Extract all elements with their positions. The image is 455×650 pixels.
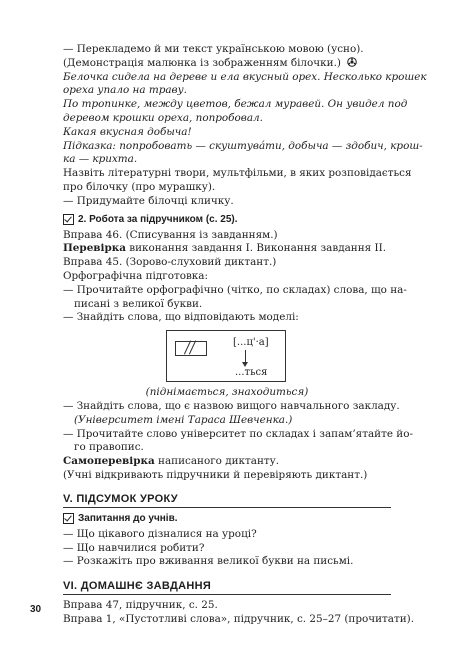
checkbox-icon [63,513,74,524]
question-2: — Що навчилися робити? [63,541,205,554]
ending-label: ...ться [235,367,268,379]
check-text: виконання завдання I. Виконання завдання II. [125,242,387,255]
selfcheck-text: написаного диктанту. [154,455,280,468]
work-subheading [63,214,391,225]
intro-line-2 [63,57,391,71]
questions-subheading [63,513,391,524]
diagram-caption: (піднімається, знаходиться) [145,386,309,399]
russian-text-line-2: ореха упало на траву. [63,84,187,97]
diagram-frame [166,330,286,382]
task-line-2: про білочку (про мурашку). [63,180,216,193]
task-line-1: Назвіть літературні твори, мультфільми, в яких розповідається [63,167,412,180]
transcription-label: [...ц'·а] [233,337,269,349]
item-3: — Знайдіть слова, що є назвою вищого навчального закладу. [63,399,400,412]
root-scheme-box [175,341,207,356]
questions-heading-text: Запитання до учнів. [78,512,178,524]
homework-line-2: Вправа 1, «Пустотливі слова», підручник, с. 25–27 (прочитати). [63,612,415,625]
page-content [63,43,427,627]
item-4b: го правопис. [74,441,144,454]
selfcheck-label: Самоперевірка [63,455,155,468]
prep-line: Орфографічна підготовка: [63,269,208,282]
demo-note: (Демонстрація малюнка із зображенням білочки.) [63,56,341,69]
prep-item-2: — Знайдіть слова, що відповідають моделі: [63,311,299,324]
summary-section-heading: V. ПІДСУМОК УРОКУ [63,493,391,508]
item-3-answer: (Університет імені Тараса Шевченка.) [74,413,293,426]
hint-line-2: ка — крихта. [63,153,138,166]
task-line-3: — Придумайте білочці кличку. [63,194,234,207]
checkbox-icon [63,214,74,225]
question-3: — Розкажіть про вживання великої букви на письмі. [63,555,354,568]
russian-text-line-3: По тропинке, между цветов, бежал муравей. Он увидел под [63,98,408,111]
check-label: Перевірка [63,242,126,255]
page-number: 30 [30,604,42,615]
item-4a: — Прочитайте слово університет по складах і запам’ятайте йо- [63,427,413,440]
prep-item-1a: — Прочитайте орфографічно (чітко, по складах) слова, що на- [63,283,407,296]
russian-text-line-1: Белочка сидела на дереве и ела вкусный орех. Несколько крошек [63,70,427,83]
selfcheck-note: (Учні відкривають підручники й перевіряють диктант.) [63,468,368,481]
exercise-46: Вправа 46. (Списування із завданням.) [63,228,278,241]
homework-section-heading: VI. ДОМАШНЄ ЗАВДАННЯ [63,580,391,595]
homework-line-1: Вправа 47, підручник, с. 25. [63,599,218,612]
selfcheck-line [63,455,391,469]
intro-line-1: — Перекладемо й ми текст українською мовою (усно). [63,43,364,55]
hint-label: Підказка: [63,139,116,152]
work-heading-text: 2. Робота за підручником (с. 25). [78,213,238,225]
russian-text-line-5: Какая вкусная добыча! [63,125,192,138]
russian-text-line-4: деревом крошки ореха, попробовал. [63,111,263,124]
exercise-45: Вправа 45. (Зорово-слуховий диктант.) [63,256,277,269]
hint-line-1 [63,139,423,154]
question-1: — Що цікавого дізналися на уроці? [63,527,257,540]
hint-text: попробовать — скуштува́ти, добыча — здобич, крош- [115,139,423,152]
word-model-diagram [63,328,391,386]
check-line [63,242,391,256]
media-icon [347,57,357,67]
prep-item-1b: писані з великої букви. [74,297,203,310]
